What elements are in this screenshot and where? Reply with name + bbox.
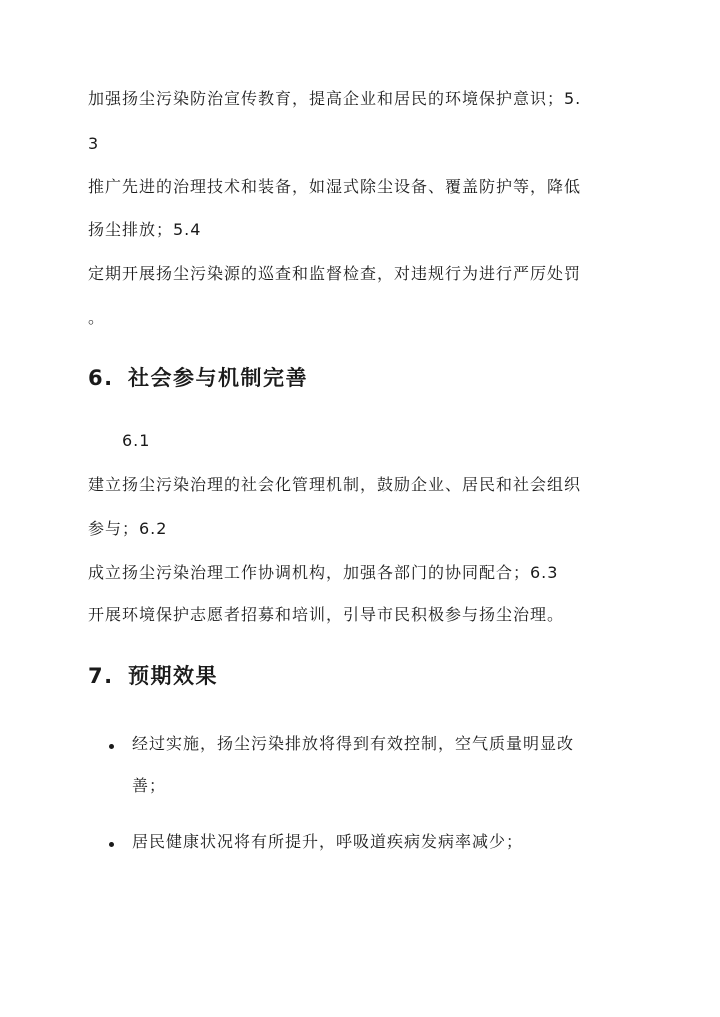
paragraph-line: 扬尘排放；5.4 [88,220,202,239]
paragraph-line: 参与；6.2 [88,519,168,538]
paragraph-line: 成立扬尘污染治理工作协调机构，加强各部门的协同配合；6.3 [88,563,559,582]
section-number: 6. [88,366,114,390]
section-heading [88,364,308,392]
paragraph-line: 开展环境保护志愿者招募和培训，引导市民积极参与扬尘治理。 [88,605,565,624]
section-number: 7. [88,664,114,688]
bullet-icon [109,842,114,847]
paragraph-line: 。 [88,308,106,327]
paragraph-line: 加强扬尘污染防治宣传教育，提高企业和居民的环境保护意识；5. [88,89,582,108]
paragraph-line: 3 [88,134,100,153]
paragraph-line: 推广先进的治理技术和装备，如湿式除尘设备、覆盖防护等，降低 [88,177,582,196]
list-item-continuation: 善； [132,776,167,795]
paragraph-line: 建立扬尘污染治理的社会化管理机制，鼓励企业、居民和社会组织 [88,475,582,494]
list-item: 经过实施，扬尘污染排放将得到有效控制，空气质量明显改 [132,734,575,753]
paragraph-line: 定期开展扬尘污染源的巡查和监督检查，对违规行为进行严厉处罚 [88,264,582,283]
section-title: 预期效果 [128,664,218,688]
paragraph-line: 6.1 [122,431,151,450]
bullet-icon [109,744,114,749]
list-item: 居民健康状况将有所提升，呼吸道疾病发病率减少； [132,832,524,851]
section-title: 社会参与机制完善 [128,366,308,390]
section-heading [88,662,218,690]
